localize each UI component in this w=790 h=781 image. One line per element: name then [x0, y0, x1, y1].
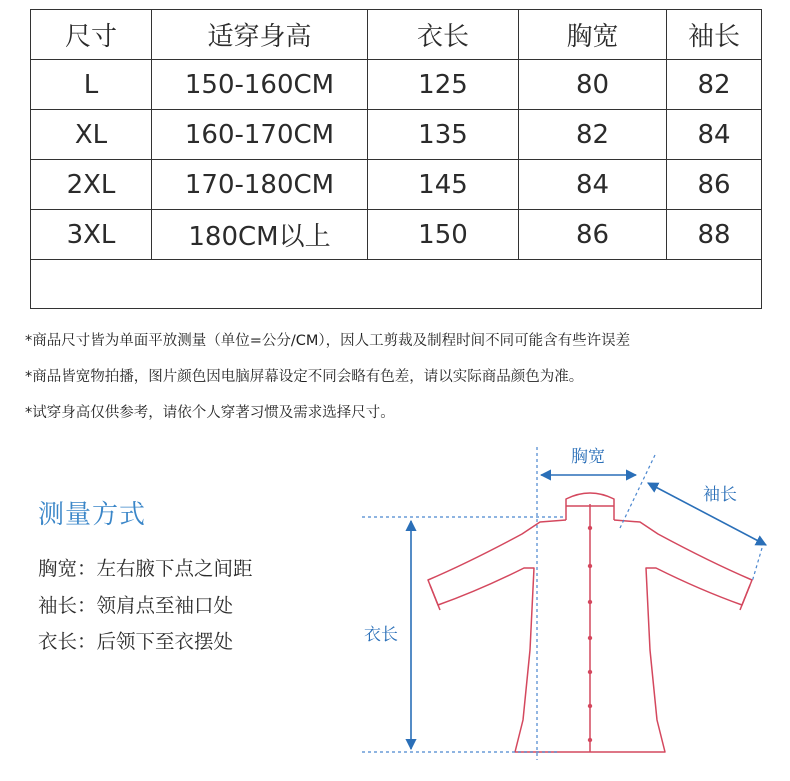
table-cell: 86 [519, 210, 667, 260]
measure-length: 衣长：后领下至衣摆处 [38, 630, 234, 653]
table-cell: 160-170CM [152, 110, 368, 160]
col-header-chest: 胸宽 [519, 10, 667, 60]
table-cell: 84 [667, 110, 762, 160]
table-cell: 180CM以上 [152, 210, 368, 260]
measure-sleeve: 袖长：领肩点至袖口处 [38, 594, 234, 617]
measure-arrows [411, 475, 766, 749]
sleeve-label: 袖长 [703, 485, 737, 505]
measure-chest: 胸宽：左右腋下点之间距 [38, 557, 253, 580]
table-cell: 82 [667, 60, 762, 110]
table-cell: 88 [667, 210, 762, 260]
table-cell: 82 [519, 110, 667, 160]
col-header-height: 适穿身高 [152, 10, 368, 60]
guide-lines [362, 447, 762, 760]
table-cell: 3XL [31, 210, 152, 260]
coat-outline [428, 493, 752, 752]
col-header-length: 衣长 [368, 10, 519, 60]
col-header-size: 尺寸 [31, 10, 152, 60]
note-line: *试穿身高仅供参考，请依个人穿著习惯及需求选择尺寸。 [25, 405, 395, 421]
table-cell: 150 [368, 210, 519, 260]
table-cell: 170-180CM [152, 160, 368, 210]
table-cell: 86 [667, 160, 762, 210]
note-line: *商品皆宽物拍播，图片颜色因电脑屏幕设定不同会略有色差，请以实际商品颜色为准。 [25, 369, 584, 385]
table-cell: 2XL [31, 160, 152, 210]
length-label: 衣长 [364, 625, 398, 645]
table-cell: 150-160CM [152, 60, 368, 110]
col-header-sleeve: 袖长 [667, 10, 762, 60]
note-line: *商品尺寸皆为单面平放测量（单位=公分/CM），因人工剪裁及制程时间不同可能含有些许误差 [25, 333, 631, 349]
chest-label: 胸宽 [571, 447, 605, 467]
table-cell: 84 [519, 160, 667, 210]
table-cell: XL [31, 110, 152, 160]
table-cell: 125 [368, 60, 519, 110]
table-cell: 80 [519, 60, 667, 110]
table-cell: L [31, 60, 152, 110]
table-cell: 145 [368, 160, 519, 210]
measure-title: 测量方式 [38, 500, 147, 530]
table-cell: 135 [368, 110, 519, 160]
